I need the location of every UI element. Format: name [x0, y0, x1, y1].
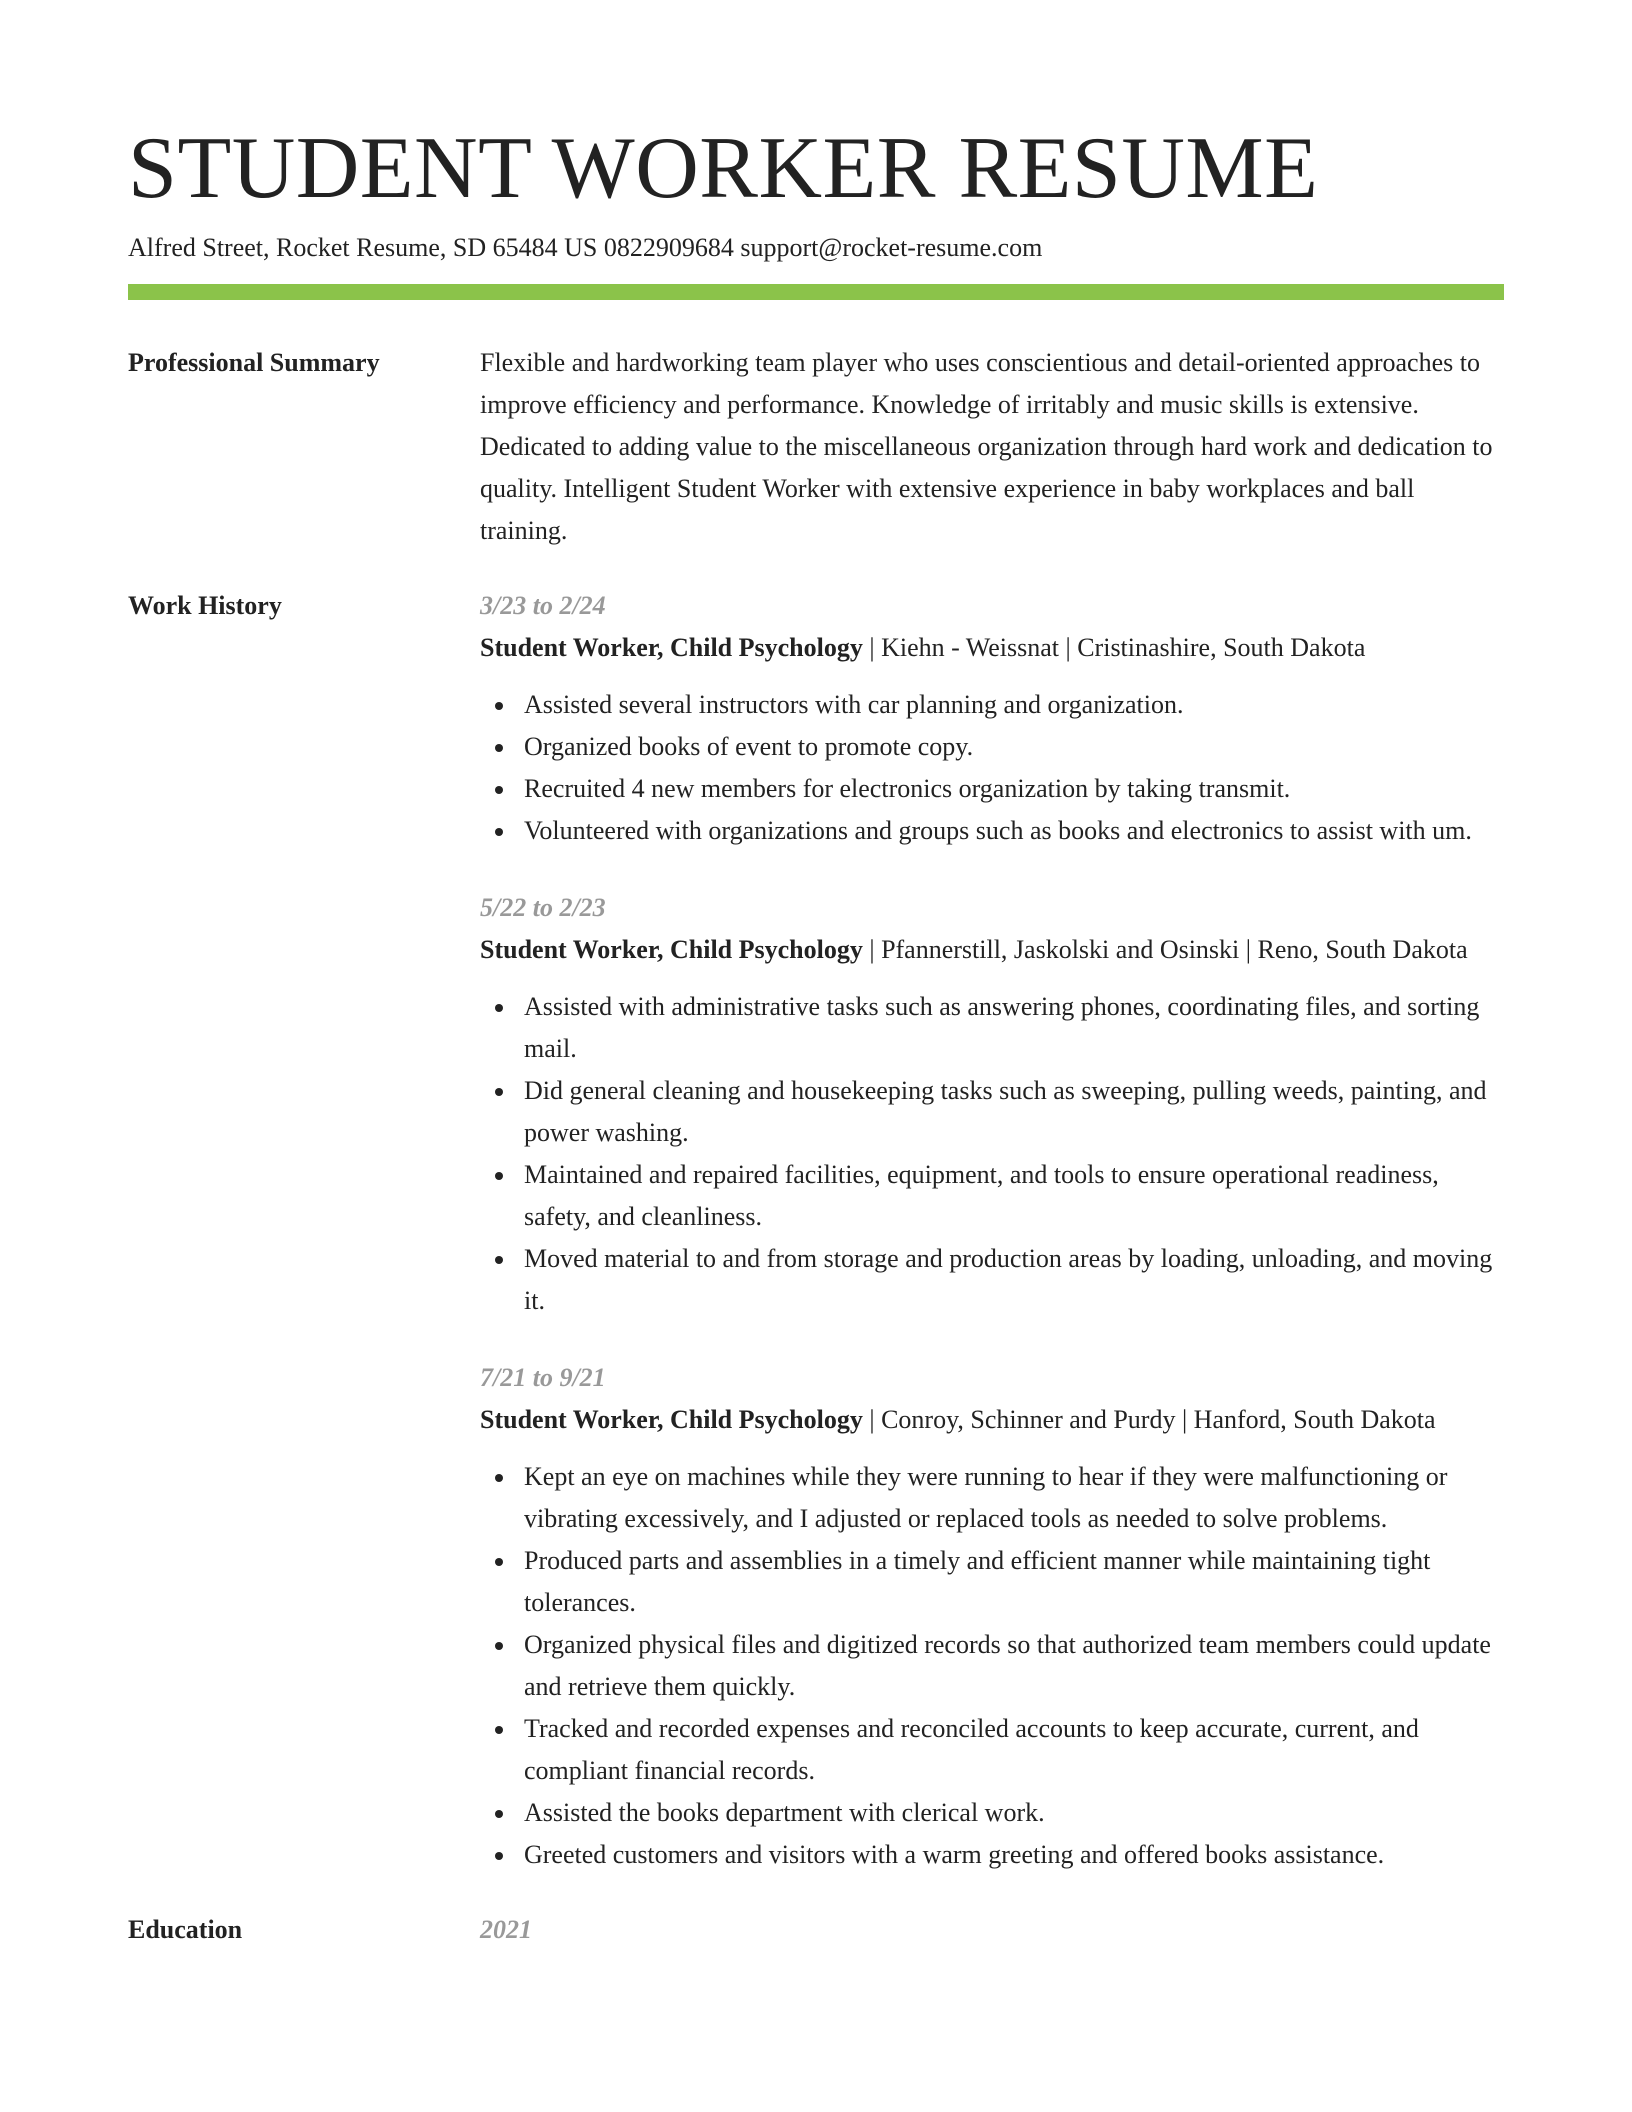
job-entry [480, 887, 1504, 1322]
job-bullet: Produced parts and assemblies in a timely and efficient manner while maintaining tight tolerances. [524, 1540, 1504, 1624]
job-bullet: Did general cleaning and housekeeping tasks such as sweeping, pulling weeds, painting, and power washing. [524, 1070, 1504, 1154]
section-body [480, 1909, 1504, 1951]
work-history-section [128, 585, 1504, 1876]
professional-summary-section [128, 342, 1504, 552]
job-employer-location: | Conroy, Schinner and Purdy | Hanford, South Dakota [862, 1405, 1436, 1434]
job-bullet-list [480, 1456, 1504, 1876]
job-entry [480, 1357, 1504, 1876]
job-bullet: Assisted with administrative tasks such as answering phones, coordinating files, and sorting mail. [524, 986, 1504, 1070]
job-bullet: Maintained and repaired facilities, equipment, and tools to ensure operational readiness, safety, and cleanliness. [524, 1154, 1504, 1238]
job-bullet: Assisted the books department with clerical work. [524, 1792, 1504, 1834]
section-body [480, 342, 1504, 552]
education-year: 2021 [480, 1915, 532, 1944]
section-body [480, 585, 1504, 1876]
job-title: Student Worker, Child Psychology [480, 1405, 863, 1434]
contact-line: Alfred Street, Rocket Resume, SD 65484 US 0822909684 support@rocket-resume.com [128, 233, 1043, 262]
section-label: Professional Summary [128, 348, 380, 377]
job-bullet: Volunteered with organizations and groups such as books and electronics to assist with um. [524, 810, 1504, 852]
job-bullet-list [480, 684, 1504, 852]
job-dates: 3/23 to 2/24 [480, 591, 606, 620]
job-heading [480, 627, 1504, 669]
job-bullet: Moved material to and from storage and production areas by loading, unloading, and moving it. [524, 1238, 1504, 1322]
section-label: Education [128, 1915, 243, 1944]
job-bullet: Organized books of event to promote copy. [524, 726, 1504, 768]
job-title: Student Worker, Child Psychology [480, 935, 863, 964]
job-bullet-list [480, 986, 1504, 1322]
accent-divider [128, 284, 1504, 300]
job-bullet: Greeted customers and visitors with a warm greeting and offered books assistance. [524, 1834, 1504, 1876]
resume-page [128, 0, 1504, 1951]
summary-text: Flexible and hardworking team player who uses conscientious and detail-oriented approaches to improve efficiency and performance. Knowledge of irritably and music skills is extensive. Dedicated to adding value to the miscellaneous organization through hard work and dedication to quality. Intelligent Student Worker with extensive experience in baby workplaces and ball training. [480, 348, 1493, 545]
job-bullet: Recruited 4 new members for electronics organization by taking transmit. [524, 768, 1504, 810]
job-heading [480, 1399, 1504, 1441]
resume-sections [128, 342, 1504, 1951]
job-bullet: Assisted several instructors with car planning and organization. [524, 684, 1504, 726]
job-dates: 5/22 to 2/23 [480, 893, 606, 922]
job-bullet: Organized physical files and digitized records so that authorized team members could update and retrieve them quickly. [524, 1624, 1504, 1708]
job-employer-location: | Kiehn - Weissnat | Cristinashire, South Dakota [862, 633, 1366, 662]
job-heading [480, 929, 1504, 971]
job-employer-location: | Pfannerstill, Jaskolski and Osinski | Reno, South Dakota [862, 935, 1468, 964]
job-bullet: Tracked and recorded expenses and reconciled accounts to keep accurate, current, and compliant financial records. [524, 1708, 1504, 1792]
job-entry [480, 585, 1504, 852]
section-label: Work History [128, 591, 282, 620]
resume-title: STUDENT WORKER RESUME [128, 120, 1319, 217]
job-title: Student Worker, Child Psychology [480, 633, 863, 662]
job-dates: 7/21 to 9/21 [480, 1363, 606, 1392]
job-bullet: Kept an eye on machines while they were running to hear if they were malfunctioning or vibrating excessively, and I adjusted or replaced tools as needed to solve problems. [524, 1456, 1504, 1540]
education-section [128, 1909, 1504, 1951]
